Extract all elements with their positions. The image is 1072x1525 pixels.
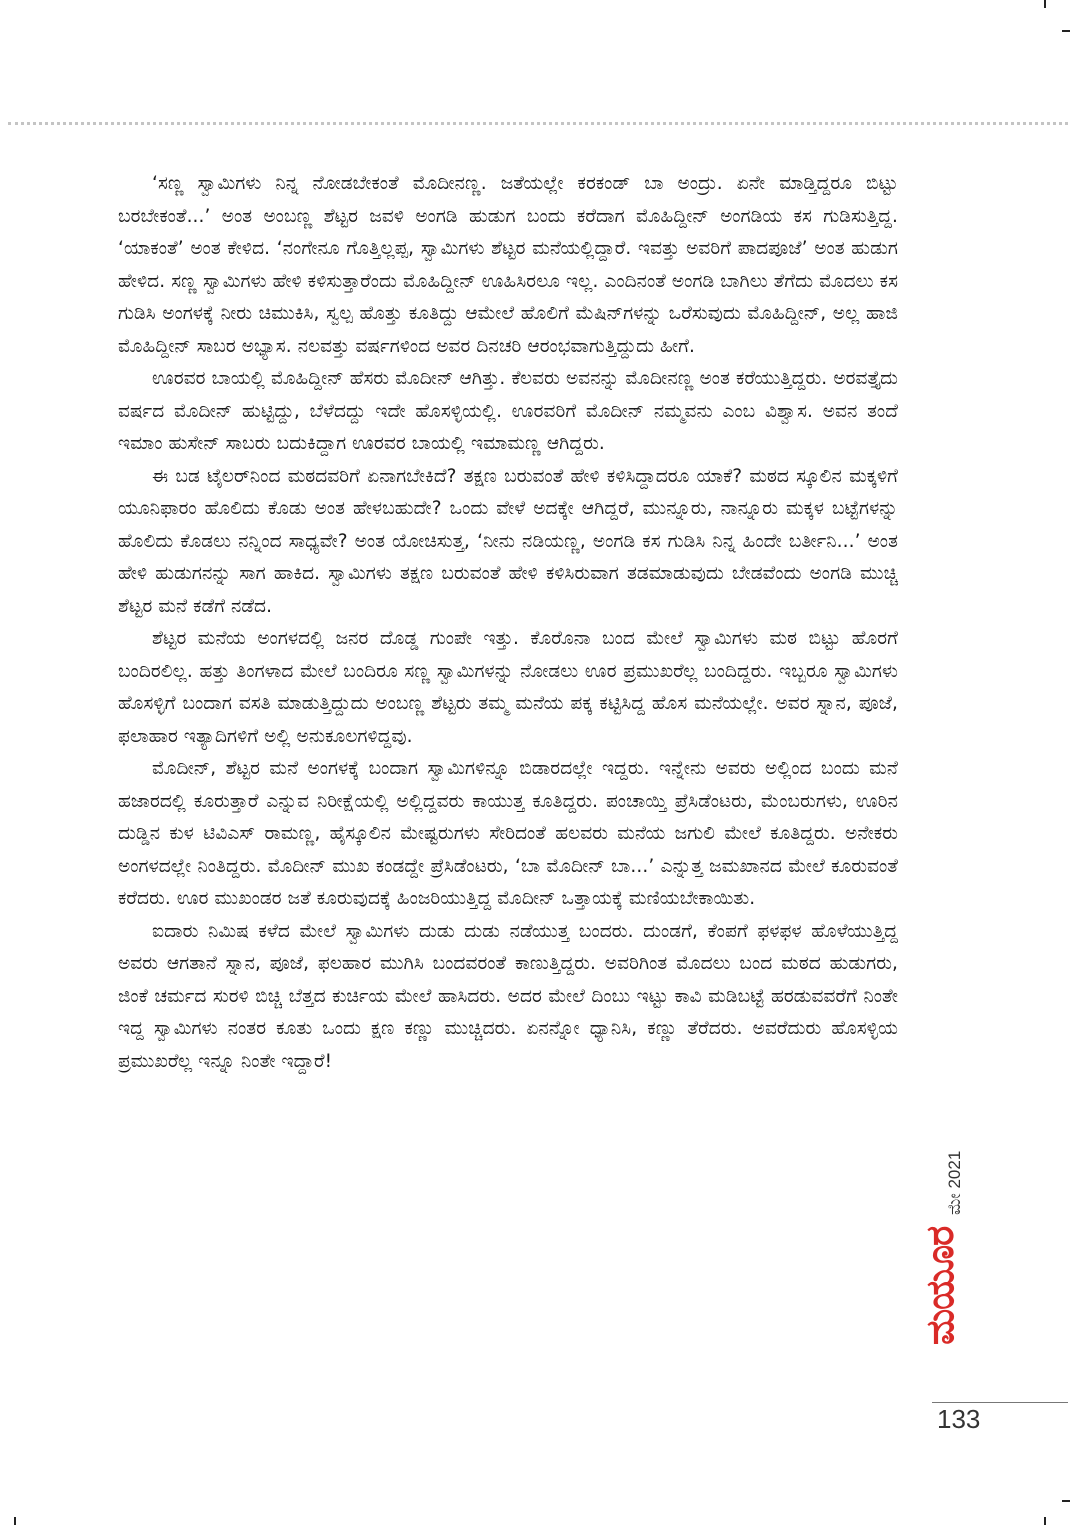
article-paragraph: ಊರವರ ಬಾಯಲ್ಲಿ ಮೊಹಿದ್ದೀನ್ ಹೆಸರು ಮೊದೀನ್ ಆಗಿತ್ತು. ಕೆಲವರು ಅವನನ್ನು ಮೊದೀನಣ್ಣ ಅಂತ ಕರೆಯುತ್ತಿದ್ದರು. ಅರವತ್ತೈದು ವರ್ಷದ ಮೊದೀನ್ ಹುಟ್ಟಿದ್ದು, ಬೆಳೆದದ್ದು ಇದೇ ಹೊಸಳ್ಳಿಯಲ್ಲಿ. ಊರವರಿಗೆ ಮೊದೀನ್ ನಮ್ಮವನು ಎಂಬ ವಿಶ್ವಾಸ. ಅವನ ತಂದೆ ಇಮಾಂ ಹುಸೇನ್ ಸಾಬರು ಬದುಕಿದ್ದಾಗ ಊರವರ ಬಾಯಲ್ಲಿ ಇಮಾಮಣ್ಣ ಆಗಿದ್ದರು. [118,368,898,454]
article-body [118,168,898,1078]
article-paragraph: ಮೊದೀನ್, ಶೆಟ್ಟರ ಮನೆ ಅಂಗಳಕ್ಕೆ ಬಂದಾಗ ಸ್ವಾಮಿಗಳಿನ್ನೂ ಬಿಡಾರದಲ್ಲೇ ಇದ್ದರು. ಇನ್ನೇನು ಅವರು ಅಲ್ಲಿಂದ ಬಂದು ಮನೆ ಹಜಾರದಲ್ಲಿ ಕೂರುತ್ತಾರೆ ಎನ್ನುವ ನಿರೀಕ್ಷೆಯಲ್ಲಿ ಅಲ್ಲಿದ್ದವರು ಕಾಯುತ್ತ ಕೂತಿದ್ದರು. ಪಂಚಾಯ್ತಿ ಪ್ರೆಸಿಡೆಂಟರು, ಮೆಂಬರುಗಳು, ಊರಿನ ದುಡ್ಡಿನ ಕುಳ ಟಿವಿಎಸ್ ರಾಮಣ್ಣ, ಹೈಸ್ಕೂಲಿನ ಮೇಷ್ಟರುಗಳು ಸೇರಿದಂತೆ ಹಲವರು ಮನೆಯ ಜಗುಲಿ ಮೇಲೆ ಕೂತಿದ್ದರು. ಅನೇಕರು ಅಂಗಳದಲ್ಲೇ ನಿಂತಿದ್ದರು. ಮೊದೀನ್ ಮುಖ ಕಂಡದ್ದೇ ಪ್ರೆಸಿಡೆಂಟರು, ‘ಬಾ ಮೊದೀನ್ ಬಾ...’ ಎನ್ನುತ್ತ ಜಮಖಾನದ ಮೇಲೆ ಕೂರುವಂತೆ ಕರೆದರು. ಊರ ಮುಖಂಡರ ಜತೆ ಕೂರುವುದಕ್ಕೆ ಹಿಂಜರಿಯುತ್ತಿದ್ದ ಮೊದೀನ್ ಒತ್ತಾಯಕ್ಕೆ ಮಣಿಯಬೇಕಾಯಿತು. [118,758,898,909]
crop-mark-bottom [1044,1517,1046,1525]
page-number: 133 [937,1404,981,1434]
crop-mark-left-bottom [14,1517,16,1525]
page-number-rule [932,1402,1068,1403]
issue-date: ಮೇ 2021 [945,1150,964,1215]
crop-mark-top [1044,0,1046,8]
header-dotted-rule [8,122,1068,125]
article-paragraph: ಈ ಬಡ ಟೈಲರ್‌ನಿಂದ ಮಠದವರಿಗೆ ಏನಾಗಬೇಕಿದೆ? ತಕ್ಷಣ ಬರುವಂತೆ ಹೇಳಿ ಕಳಿಸಿದ್ದಾದರೂ ಯಾಕೆ? ಮಠದ ಸ್ಕೂಲಿನ ಮಕ್ಕಳಿಗೆ ಯೂನಿಫಾರಂ ಹೊಲಿದು ಕೊಡು ಅಂತ ಹೇಳಬಹುದೇ? ಒಂದು ವೇಳೆ ಅದಕ್ಕೇ ಆಗಿದ್ದರೆ, ಮುನ್ನೂರು, ನಾನ್ನೂರು ಮಕ್ಕಳ ಬಟ್ಟೆಗಳನ್ನು ಹೊಲಿದು ಕೊಡಲು ನನ್ನಿಂದ ಸಾಧ್ಯವೇ? ಅಂತ ಯೋಚಿಸುತ್ತ, ‘ನೀನು ನಡಿಯಣ್ಣ, ಅಂಗಡಿ ಕಸ ಗುಡಿಸಿ ನಿನ್ನ ಹಿಂದೇ ಬರ್ತೀನಿ...’ ಅಂತ ಹೇಳಿ ಹುಡುಗನನ್ನು ಸಾಗ ಹಾಕಿದ. ಸ್ವಾಮಿಗಳು ತಕ್ಷಣ ಬರುವಂತೆ ಹೇಳಿ ಕಳಿಸಿರುವಾಗ ತಡಮಾಡುವುದು ಬೇಡವೆಂದು ಅಂಗಡಿ ಮುಚ್ಚಿ ಶೆಟ್ಟರ ಮನೆ ಕಡೆಗೆ ನಡೆದ. [118,465,898,617]
article-paragraph: ‘ಸಣ್ಣ ಸ್ವಾಮಿಗಳು ನಿನ್ನ ನೋಡಬೇಕಂತೆ ಮೊದೀನಣ್ಣ. ಜತೆಯಲ್ಲೇ ಕರಕಂಡ್ ಬಾ ಅಂದ್ರು. ಏನೇ ಮಾಡ್ತಿದ್ದರೂ ಬಿಟ್ಟು ಬರಬೇಕಂತೆ...’ ಅಂತ ಅಂಬಣ್ಣ ಶೆಟ್ಟರ ಜವಳಿ ಅಂಗಡಿ ಹುಡುಗ ಬಂದು ಕರೆದಾಗ ಮೊಹಿದ್ದೀನ್ ಅಂಗಡಿಯ ಕಸ ಗುಡಿಸುತ್ತಿದ್ದ. ‘ಯಾಕಂತೆ’ ಅಂತ ಕೇಳಿದ. ‘ನಂಗೇನೂ ಗೊತ್ತಿಲ್ಲಪ್ಪ, ಸ್ವಾಮಿಗಳು ಶೆಟ್ಟರ ಮನೆಯಲ್ಲಿದ್ದಾರೆ. ಇವತ್ತು ಅವರಿಗೆ ಪಾದಪೂಜೆ’ ಅಂತ ಹುಡುಗ ಹೇಳಿದ. ಸಣ್ಣ ಸ್ವಾಮಿಗಳು ಹೇಳಿ ಕಳಿಸುತ್ತಾರೆಂದು ಮೊಹಿದ್ದೀನ್ ಊಹಿಸಿರಲೂ ಇಲ್ಲ. ಎಂದಿನಂತೆ ಅಂಗಡಿ ಬಾಗಿಲು ತೆಗೆದು ಮೊದಲು ಕಸ ಗುಡಿಸಿ ಅಂಗಳಕ್ಕೆ ನೀರು ಚಿಮುಕಿಸಿ, ಸ್ವಲ್ಪ ಹೊತ್ತು ಕೂತಿದ್ದು ಆಮೇಲೆ ಹೊಲಿಗೆ ಮೆಷಿನ್‌ಗಳನ್ನು ಒರೆಸುವುದು ಮೊಹಿದ್ದೀನ್, ಅಲ್ಲ ಹಾಜಿ ಮೊಹಿದ್ದೀನ್ ಸಾಬರ ಅಭ್ಯಾಸ. ನಲವತ್ತು ವರ್ಷಗಳಿಂದ ಅವರ ದಿನಚರಿ ಆರಂಭವಾಗುತ್ತಿದ್ದುದು ಹೀಗೆ. [118,173,898,357]
article-paragraph: ಐದಾರು ನಿಮಿಷ ಕಳೆದ ಮೇಲೆ ಸ್ವಾಮಿಗಳು ದುಡು ದುಡು ನಡೆಯುತ್ತ ಬಂದರು. ದುಂಡಗೆ, ಕೆಂಪಗೆ ಫಳಫಳ ಹೊಳೆಯುತ್ತಿದ್ದ ಅವರು ಆಗತಾನೆ ಸ್ನಾನ, ಪೂಜೆ, ಫಲಹಾರ ಮುಗಿಸಿ ಬಂದವರಂತೆ ಕಾಣುತ್ತಿದ್ದರು. ಅವರಿಗಿಂತ ಮೊದಲು ಬಂದ ಮಠದ ಹುಡುಗರು, ಜಿಂಕೆ ಚರ್ಮದ ಸುರಳಿ ಬಿಚ್ಚಿ ಬೆತ್ತದ ಕುರ್ಚಿಯ ಮೇಲೆ ಹಾಸಿದರು. ಅದರ ಮೇಲೆ ದಿಂಬು ಇಟ್ಟು ಕಾವಿ ಮಡಿಬಟ್ಟೆ ಹರಡುವವರೆಗೆ ನಿಂತೇ ಇದ್ದ ಸ್ವಾಮಿಗಳು ನಂತರ ಕೂತು ಒಂದು ಕ್ಷಣ ಕಣ್ಣು ಮುಚ್ಚಿದರು. ಏನನ್ನೋ ಧ್ಯಾನಿಸಿ, ಕಣ್ಣು ತೆರೆದರು. ಅವರೆದುರು ಹೊಸಳ್ಳಿಯ ಪ್ರಮುಖರೆಲ್ಲ ಇನ್ನೂ ನಿಂತೇ ಇದ್ದಾರೆ! [118,920,898,1072]
crop-mark-right-top [1062,30,1070,32]
article-paragraph: ಶೆಟ್ಟರ ಮನೆಯ ಅಂಗಳದಲ್ಲಿ ಜನರ ದೊಡ್ಡ ಗುಂಪೇ ಇತ್ತು. ಕೊರೊನಾ ಬಂದ ಮೇಲೆ ಸ್ವಾಮಿಗಳು ಮಠ ಬಿಟ್ಟು ಹೊರಗೆ ಬಂದಿರಲಿಲ್ಲ. ಹತ್ತು ತಿಂಗಳಾದ ಮೇಲೆ ಬಂದಿರೂ ಸಣ್ಣ ಸ್ವಾಮಿಗಳನ್ನು ನೋಡಲು ಊರ ಪ್ರಮುಖರೆಲ್ಲ ಬಂದಿದ್ದರು. ಇಬ್ಬರೂ ಸ್ವಾಮಿಗಳು ಹೊಸಳ್ಳಿಗೆ ಬಂದಾಗ ವಸತಿ ಮಾಡುತ್ತಿದ್ದುದು ಅಂಬಣ್ಣ ಶೆಟ್ಟರು ತಮ್ಮ ಮನೆಯ ಪಕ್ಕ ಕಟ್ಟಿಸಿದ್ದ ಹೊಸ ಮನೆಯಲ್ಲೇ. ಅವರ ಸ್ನಾನ, ಪೂಜೆ, ಫಲಾಹಾರ ಇತ್ಯಾದಿಗಳಿಗೆ ಅಲ್ಲಿ ಅನುಕೂಲಗಳಿದ್ದವು. [118,628,898,747]
crop-mark-right-bottom [1062,1500,1070,1502]
magazine-title: ಮಯೂರ [918,1226,962,1345]
